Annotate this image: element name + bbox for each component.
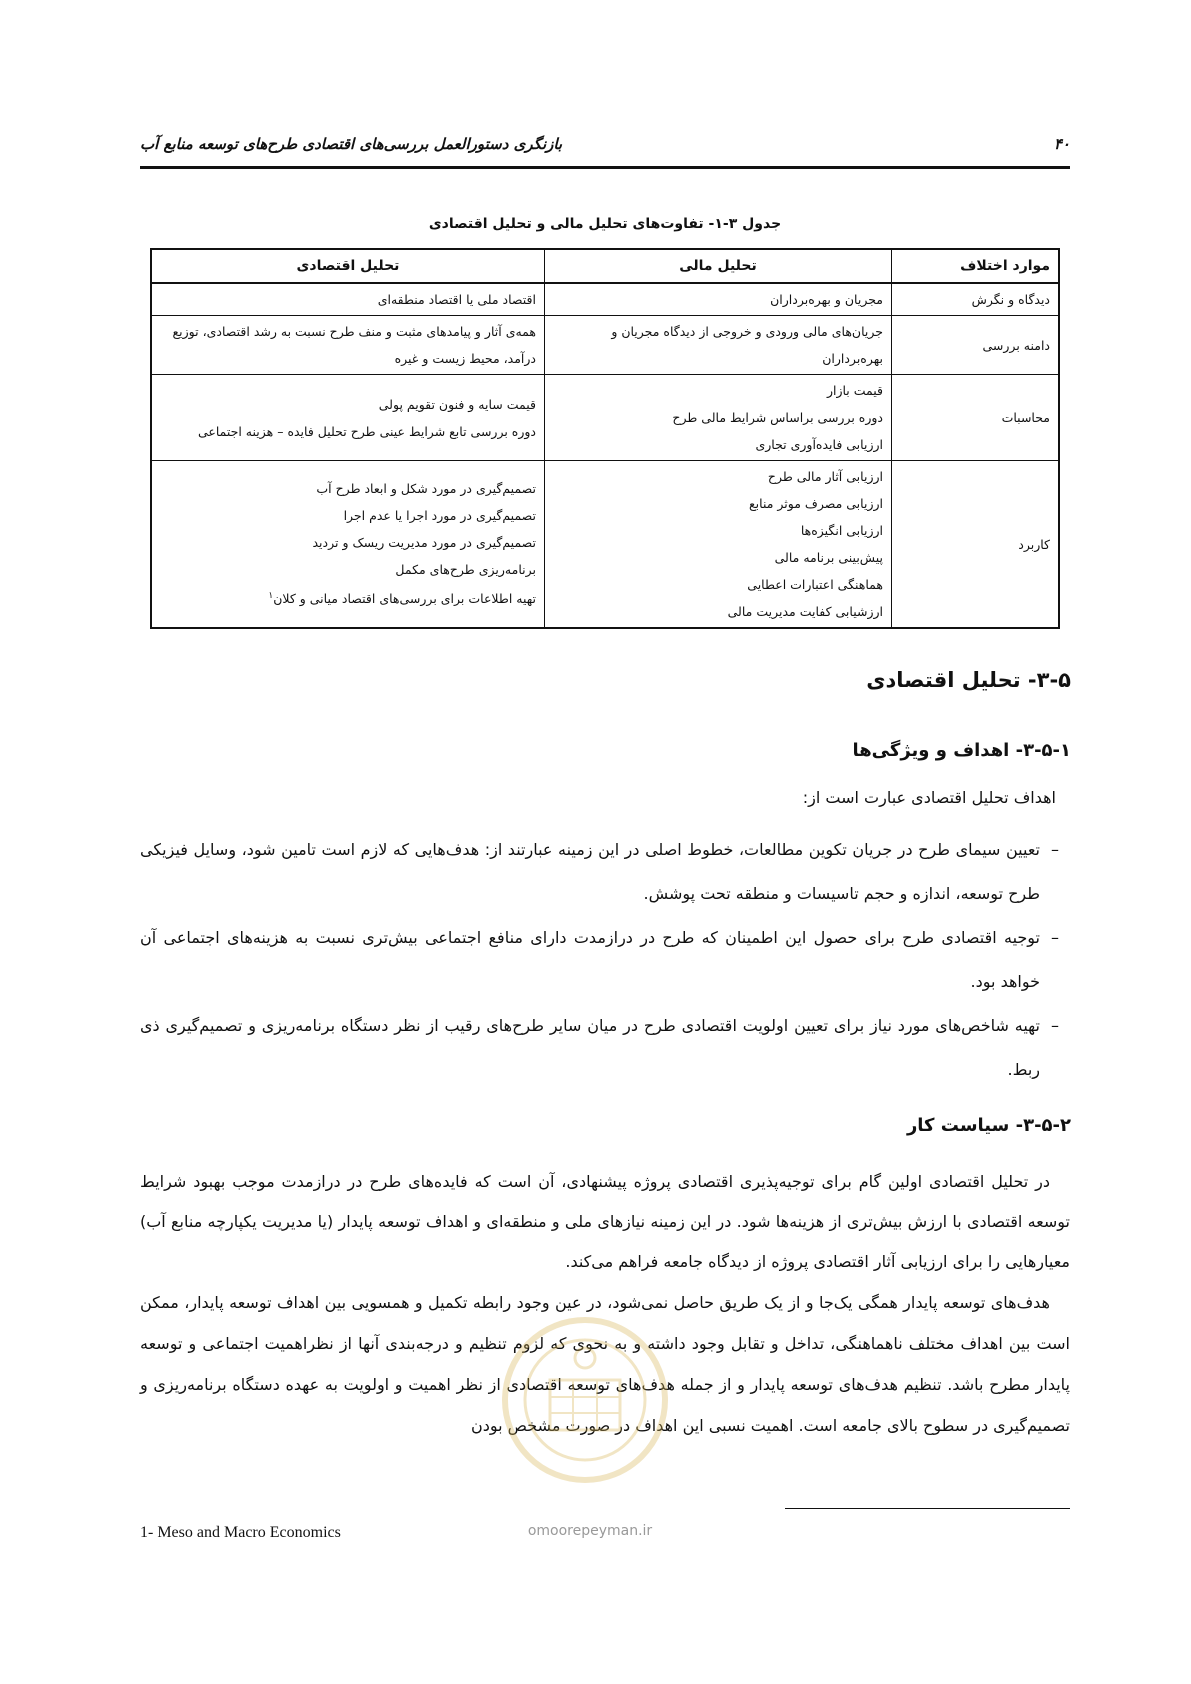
economic-cell [151,283,545,316]
cell-line: ارزشیابی کفایت مدیریت مالی [727,604,883,619]
subsection-heading-policy: ۳-۵-۲- سیاست کار [906,1115,1071,1136]
economic-cell [151,316,545,375]
cell-line: قیمت بازار [826,383,883,398]
financial-cell [545,375,892,461]
page-number: ۴۰ [1053,135,1070,153]
cell-line: ارزیابی انگیزه‌ها [800,523,883,538]
cell-line: تصمیم‌گیری در مورد اجرا یا عدم اجرا [343,508,536,524]
list-item [140,916,1070,1004]
cell-line: ارزیابی فایده‌آوری تجاری [755,437,883,452]
cell-line: درآمد، محیط زیست و غیره [394,351,536,366]
watermark-text: omoorepeyman.ir [527,1523,653,1539]
comparison-table [150,248,1060,629]
cell-line: برنامه‌ریزی طرح‌های مکمل [395,562,536,578]
bullet-text: توجیه اقتصادی طرح برای حصول این اطمینان که طرح در درازمدت دارای منافع اجتماعی بیش‌تری نسبت به هزینه‌های اجتماعی آن خواهد بود. [140,928,1040,991]
header-rule [140,166,1070,169]
table-row [151,461,1059,629]
table-row [151,316,1059,375]
table-caption: جدول ۳-۱- تفاوت‌های تحلیل مالی و تحلیل اقتصادی [428,216,782,232]
footnote-rule [785,1508,1070,1509]
watermark-seal-icon [495,1310,675,1510]
paragraph: در تحلیل اقتصادی اولین گام برای توجیه‌پذیری اقتصادی پروژه پیشنهادی، آن است که فایده‌های طرح در درازمدت موجب بهبود شرایط توسعه اقتصادی با ارزش بیش‌تری از هزینه‌ها شود. در این زمینه نیازهای ملی و منطقه‌ای و اهداف توسعه پایدار (یا مدیریت یکپارچه منابع آب) معیارهایی را برای ارزیابی آثار اقتصادی پروژه از دیدگاه جامعه فراهم می‌کند. [140,1172,1070,1271]
footnote: 1- Meso and Macro Economics [140,1524,341,1541]
cell-line: جریان‌های مالی ورودی و خروجی از دیدگاه مجریان و [611,324,883,339]
list-item [140,1004,1070,1092]
column-header: موارد اختلاف [892,249,1060,283]
bullet-marker: – [1051,928,1059,947]
footnote-mark: ۱ [268,591,274,602]
row-label: دامنه بررسی [892,316,1060,375]
table-row [151,283,1059,316]
bullet-text: تعیین سیمای طرح در جریان تکوین مطالعات، خطوط اصلی در این زمینه عبارتند از: هدف‌هایی که لازم است تامین شود، وسایل فیزیکی طرح توسعه، اندازه و حجم تاسیسات و منطقه تحت پوشش. [140,840,1040,903]
cell-line: تصمیم‌گیری در مورد مدیریت ریسک و تردید [312,535,536,551]
bullet-text: تهیه شاخص‌های مورد نیاز برای تعیین اولویت اقتصادی طرح در میان سایر طرح‌های رقیب از نظر دستگاه برنامه‌ریزی و تصمیم‌گیری ذی ربط. [140,1016,1040,1079]
cell-line: تصمیم‌گیری در مورد شکل و ابعاد طرح آب [316,481,536,497]
table-header-row [151,249,1059,283]
list-item [140,828,1070,916]
cell-line [160,583,536,612]
cell-line: هماهنگی اعتبارات اعطایی [747,577,883,592]
cell-line: بهره‌برداران [822,351,883,366]
financial-cell [545,316,892,375]
cell-line: ارزیابی آثار مالی طرح [767,469,883,484]
paragraph: هدف‌های توسعه پایدار همگی یک‌جا و از یک طریق حاصل نمی‌شود، در عین وجود رابطه تکمیل و همسویی بین اهداف توسعه پایدار، ممکن است بین اهداف مختلف ناهماهنگی، تداخل و تقابل وجود داشته و به نحوی که لزوم تنظیم و درجه‌بندی آنها از نظراهمیت اجتماعی و توسعه پایدار مطرح باشد. تنظیم هدف‌های توسعه پایدار و از جمله هدف‌های توسعه اقتصادی از نظر اهمیت و اولویت به عهده دستگاه برنامه‌ریزی و تصمیم‌گیری در سطوح بالای جامعه است. اهمیت نسبی این اهداف در صورت مشخص بودن [140,1293,1070,1435]
row-label: دیدگاه و نگرش [892,283,1060,316]
row-label: کاربرد [892,461,1060,629]
bullet-list [140,828,1070,1092]
cell-line: دوره بررسی تابع شرایط عینی طرح تحلیل فایده – هزینه اجتماعی [197,423,536,439]
cell-line: اقتصاد ملی یا اقتصاد منطقه‌ای [377,292,536,307]
subsection-heading-goals: ۳-۵-۱- اهداف و ویژگی‌ها [852,740,1071,761]
financial-cell [545,461,892,629]
column-header: تحلیل اقتصادی [151,249,545,283]
cell-line: دوره بررسی براساس شرایط مالی طرح [672,410,883,425]
cell-line: مجریان و بهره‌برداران [770,292,883,307]
economic-cell [151,461,545,629]
column-header: تحلیل مالی [545,249,892,283]
section-heading: ۳-۵- تحلیل اقتصادی [866,668,1071,692]
cell-line-text: تهیه اطلاعات برای بررسی‌های اقتصاد میانی و کلان [273,591,536,607]
financial-cell [545,283,892,316]
cell-line: همه‌ی آثار و پیامدهای مثبت و منف طرح نسبت به رشد اقتصادی، توزیع [172,324,536,339]
cell-line: قیمت سایه و فنون تقویم پولی [378,396,536,412]
intro-text: اهداف تحلیل اقتصادی عبارت است از: [802,788,1056,807]
bullet-marker: – [1051,1016,1059,1035]
cell-line: پیش‌بینی برنامه مالی [774,550,883,565]
running-header [140,130,1070,158]
running-title: بازنگری دستورالعمل بررسی‌های اقتصادی طرح‌های توسعه منابع آب [140,135,563,153]
table-row [151,375,1059,461]
bullet-marker: – [1051,840,1059,859]
economic-cell [151,375,545,461]
cell-line: ارزیابی مصرف موثر منابع [749,496,883,511]
row-label: محاسبات [892,375,1060,461]
